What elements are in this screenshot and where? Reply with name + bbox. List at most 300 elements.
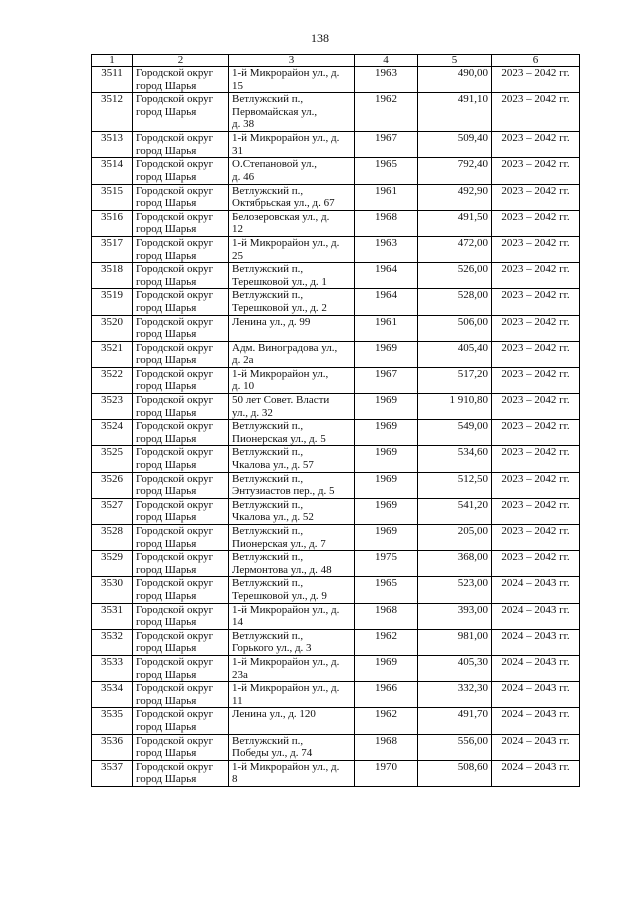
build-year: 1963 bbox=[375, 67, 397, 79]
repair-period: 2023 – 2042 гг. bbox=[501, 184, 570, 197]
row-number: 3527 bbox=[101, 498, 123, 511]
row-number: 3520 bbox=[101, 315, 123, 328]
district-line: город Шарья bbox=[136, 459, 197, 472]
address-cell bbox=[229, 210, 355, 236]
year-cell bbox=[355, 315, 418, 341]
address-line: Первомайская ул., bbox=[232, 105, 318, 118]
address-line: Белозеровская ул., д. bbox=[232, 210, 330, 223]
district-cell bbox=[133, 158, 229, 184]
district-cell bbox=[133, 603, 229, 629]
table-header bbox=[92, 55, 580, 67]
area-cell bbox=[418, 315, 492, 341]
build-year: 1965 bbox=[375, 158, 397, 171]
area-value: 332,30 bbox=[457, 682, 488, 695]
district-line: город Шарья bbox=[136, 537, 197, 550]
year-cell bbox=[355, 525, 418, 551]
build-year: 1968 bbox=[375, 210, 397, 223]
district-cell bbox=[133, 420, 229, 446]
build-year: 1969 bbox=[375, 420, 397, 433]
area-cell bbox=[418, 394, 492, 420]
row-number: 3532 bbox=[101, 629, 123, 642]
build-year: 1970 bbox=[375, 760, 397, 773]
table-row bbox=[92, 682, 580, 708]
repair-period: 2023 – 2042 гг. bbox=[501, 472, 570, 485]
row-number: 3521 bbox=[101, 341, 123, 354]
row-number-cell bbox=[92, 236, 133, 262]
repair-period: 2023 – 2042 гг. bbox=[501, 394, 570, 407]
repair-period: 2023 – 2042 гг. bbox=[501, 341, 570, 354]
period-cell bbox=[492, 734, 580, 760]
row-number-cell bbox=[92, 551, 133, 577]
year-cell bbox=[355, 420, 418, 446]
period-cell bbox=[492, 367, 580, 393]
area-cell bbox=[418, 682, 492, 708]
year-cell bbox=[355, 577, 418, 603]
year-cell bbox=[355, 734, 418, 760]
build-year: 1965 bbox=[375, 577, 397, 590]
district-cell bbox=[133, 655, 229, 681]
build-year: 1969 bbox=[375, 394, 397, 407]
year-cell bbox=[355, 760, 418, 786]
repair-period: 2023 – 2042 гг. bbox=[501, 67, 570, 79]
period-cell bbox=[492, 472, 580, 498]
table-row bbox=[92, 341, 580, 367]
address-cell bbox=[229, 708, 355, 734]
row-number-cell bbox=[92, 184, 133, 210]
address-cell bbox=[229, 93, 355, 132]
district-line: город Шарья bbox=[136, 694, 197, 707]
row-number: 3515 bbox=[101, 184, 123, 197]
build-year: 1969 bbox=[375, 655, 397, 668]
address-line: 1-й Микрорайон ул., д. bbox=[232, 236, 340, 249]
address-cell bbox=[229, 184, 355, 210]
address-line: 23а bbox=[232, 668, 248, 681]
address-cell bbox=[229, 760, 355, 786]
year-cell bbox=[355, 67, 418, 93]
address-cell bbox=[229, 629, 355, 655]
year-cell bbox=[355, 158, 418, 184]
address-line: 14 bbox=[232, 616, 243, 629]
address-line: д. 38 bbox=[232, 118, 255, 131]
period-cell bbox=[492, 708, 580, 734]
district-line: город Шарья bbox=[136, 354, 197, 367]
row-number: 3533 bbox=[101, 655, 123, 668]
build-year: 1969 bbox=[375, 498, 397, 511]
area-value: 405,40 bbox=[457, 341, 488, 354]
area-cell bbox=[418, 603, 492, 629]
address-line: Адм. Виноградова ул., bbox=[232, 341, 338, 354]
repair-period: 2024 – 2043 гг. bbox=[501, 708, 570, 721]
address-line: Ветлужский п., bbox=[232, 93, 304, 106]
build-year: 1969 bbox=[375, 472, 397, 485]
repair-period: 2023 – 2042 гг. bbox=[501, 132, 570, 145]
table-body bbox=[92, 67, 580, 787]
district-cell bbox=[133, 498, 229, 524]
header-col-2: 2 bbox=[133, 55, 229, 67]
area-value: 541,20 bbox=[457, 498, 488, 511]
table-row bbox=[92, 263, 580, 289]
year-cell bbox=[355, 263, 418, 289]
district-cell bbox=[133, 551, 229, 577]
area-cell bbox=[418, 498, 492, 524]
period-cell bbox=[492, 760, 580, 786]
area-value: 981,00 bbox=[457, 629, 488, 642]
district-line: город Шарья bbox=[136, 642, 197, 655]
repair-period: 2023 – 2042 гг. bbox=[501, 236, 570, 249]
build-year: 1967 bbox=[375, 132, 397, 145]
repair-period: 2023 – 2042 гг. bbox=[501, 210, 570, 223]
area-value: 512,50 bbox=[457, 472, 488, 485]
district-line: город Шарья bbox=[136, 79, 197, 92]
year-cell bbox=[355, 603, 418, 629]
address-line: 8 bbox=[232, 773, 238, 786]
period-cell bbox=[492, 603, 580, 629]
row-number: 3523 bbox=[101, 394, 123, 407]
build-year: 1962 bbox=[375, 708, 397, 721]
district-line: Городской округ bbox=[136, 210, 214, 223]
area-value: 472,00 bbox=[457, 236, 488, 249]
area-value: 792,40 bbox=[457, 158, 488, 171]
district-line: Городской округ bbox=[136, 236, 214, 249]
address-line: Терешковой ул., д. 9 bbox=[232, 589, 327, 602]
row-number: 3536 bbox=[101, 734, 123, 747]
row-number-cell bbox=[92, 420, 133, 446]
table-row bbox=[92, 734, 580, 760]
address-line: Пионерская ул., д. 7 bbox=[232, 537, 326, 550]
district-line: город Шарья bbox=[136, 197, 197, 210]
row-number-cell bbox=[92, 603, 133, 629]
area-cell bbox=[418, 367, 492, 393]
district-line: город Шарья bbox=[136, 301, 197, 314]
address-line: Терешковой ул., д. 2 bbox=[232, 301, 327, 314]
year-cell bbox=[355, 655, 418, 681]
row-number: 3526 bbox=[101, 472, 123, 485]
district-cell bbox=[133, 472, 229, 498]
table-row bbox=[92, 551, 580, 577]
year-cell bbox=[355, 93, 418, 132]
table-row bbox=[92, 629, 580, 655]
area-cell bbox=[418, 158, 492, 184]
address-line: 1-й Микрорайон ул., д. bbox=[232, 760, 340, 773]
area-value: 549,00 bbox=[457, 420, 488, 433]
area-cell bbox=[418, 655, 492, 681]
district-line: город Шарья bbox=[136, 275, 197, 288]
repair-period: 2024 – 2043 гг. bbox=[501, 682, 570, 695]
table-row bbox=[92, 472, 580, 498]
repair-period: 2024 – 2043 гг. bbox=[501, 577, 570, 590]
address-cell bbox=[229, 682, 355, 708]
repair-period: 2023 – 2042 гг. bbox=[501, 315, 570, 328]
row-number-cell bbox=[92, 472, 133, 498]
area-value: 517,20 bbox=[457, 367, 488, 380]
repair-period: 2023 – 2042 гг. bbox=[501, 263, 570, 276]
area-cell bbox=[418, 708, 492, 734]
table-row bbox=[92, 367, 580, 393]
district-line: город Шарья bbox=[136, 720, 197, 733]
address-cell bbox=[229, 420, 355, 446]
row-number: 3531 bbox=[101, 603, 123, 616]
year-cell bbox=[355, 394, 418, 420]
address-line: Терешковой ул., д. 1 bbox=[232, 275, 327, 288]
repair-period: 2023 – 2042 гг. bbox=[501, 551, 570, 564]
district-line: Городской округ bbox=[136, 420, 214, 433]
address-line: Ветлужский п., bbox=[232, 734, 304, 747]
district-line: город Шарья bbox=[136, 773, 197, 786]
row-number-cell bbox=[92, 158, 133, 184]
district-line: Городской округ bbox=[136, 158, 214, 171]
row-number: 3522 bbox=[101, 367, 123, 380]
district-line: город Шарья bbox=[136, 563, 197, 576]
area-value: 405,30 bbox=[457, 655, 488, 668]
row-number: 3525 bbox=[101, 446, 123, 459]
row-number: 3513 bbox=[101, 132, 123, 145]
area-cell bbox=[418, 629, 492, 655]
address-cell bbox=[229, 734, 355, 760]
year-cell bbox=[355, 289, 418, 315]
district-cell bbox=[133, 315, 229, 341]
period-cell bbox=[492, 132, 580, 158]
area-value: 528,00 bbox=[457, 289, 488, 302]
table-row bbox=[92, 577, 580, 603]
area-value: 490,00 bbox=[457, 67, 488, 79]
table-row bbox=[92, 394, 580, 420]
address-line: 1-й Микрорайон ул., д. bbox=[232, 603, 340, 616]
address-cell bbox=[229, 289, 355, 315]
row-number-cell bbox=[92, 577, 133, 603]
table-row bbox=[92, 708, 580, 734]
district-line: Городской округ bbox=[136, 734, 214, 747]
area-cell bbox=[418, 577, 492, 603]
area-value: 491,10 bbox=[457, 93, 488, 106]
period-cell bbox=[492, 184, 580, 210]
period-cell bbox=[492, 551, 580, 577]
area-cell bbox=[418, 289, 492, 315]
district-line: Городской округ bbox=[136, 184, 214, 197]
address-line: Пионерская ул., д. 5 bbox=[232, 432, 326, 445]
address-cell bbox=[229, 525, 355, 551]
repair-period: 2024 – 2043 гг. bbox=[501, 734, 570, 747]
table-row bbox=[92, 158, 580, 184]
header-col-6: 6 bbox=[492, 55, 580, 67]
area-cell bbox=[418, 472, 492, 498]
area-value: 509,40 bbox=[457, 132, 488, 145]
period-cell bbox=[492, 210, 580, 236]
year-cell bbox=[355, 367, 418, 393]
table-row bbox=[92, 289, 580, 315]
period-cell bbox=[492, 289, 580, 315]
table-row bbox=[92, 760, 580, 786]
row-number-cell bbox=[92, 67, 133, 93]
district-line: Городской округ bbox=[136, 289, 214, 302]
row-number: 3514 bbox=[101, 158, 123, 171]
table-row bbox=[92, 236, 580, 262]
address-line: 1-й Микрорайон ул., д. bbox=[232, 132, 340, 145]
year-cell bbox=[355, 236, 418, 262]
build-year: 1968 bbox=[375, 734, 397, 747]
build-year: 1975 bbox=[375, 551, 397, 564]
district-line: Городской округ bbox=[136, 682, 214, 695]
year-cell bbox=[355, 184, 418, 210]
area-value: 508,60 bbox=[457, 760, 488, 773]
repair-period: 2023 – 2042 гг. bbox=[501, 93, 570, 106]
district-line: город Шарья bbox=[136, 380, 197, 393]
address-cell bbox=[229, 394, 355, 420]
address-cell bbox=[229, 551, 355, 577]
address-line: 50 лет Совет. Власти bbox=[232, 394, 330, 407]
row-number-cell bbox=[92, 629, 133, 655]
district-line: Городской округ bbox=[136, 760, 214, 773]
district-line: город Шарья bbox=[136, 144, 197, 157]
district-cell bbox=[133, 629, 229, 655]
build-year: 1966 bbox=[375, 682, 397, 695]
repair-period: 2024 – 2043 гг. bbox=[501, 603, 570, 616]
housing-registry-table bbox=[91, 54, 580, 787]
district-line: город Шарья bbox=[136, 616, 197, 629]
year-cell bbox=[355, 341, 418, 367]
address-line: Ветлужский п., bbox=[232, 289, 304, 302]
area-value: 491,70 bbox=[457, 708, 488, 721]
row-number: 3524 bbox=[101, 420, 123, 433]
table-row bbox=[92, 184, 580, 210]
address-line: Ветлужский п., bbox=[232, 551, 304, 564]
address-cell bbox=[229, 236, 355, 262]
district-line: Городской округ bbox=[136, 93, 214, 106]
area-cell bbox=[418, 132, 492, 158]
build-year: 1964 bbox=[375, 263, 397, 276]
district-line: город Шарья bbox=[136, 170, 197, 183]
area-value: 556,00 bbox=[457, 734, 488, 747]
district-cell bbox=[133, 210, 229, 236]
address-cell bbox=[229, 315, 355, 341]
row-number: 3511 bbox=[101, 67, 123, 79]
district-cell bbox=[133, 67, 229, 93]
year-cell bbox=[355, 629, 418, 655]
row-number-cell bbox=[92, 655, 133, 681]
repair-period: 2023 – 2042 гг. bbox=[501, 289, 570, 302]
address-line: Лермонтова ул., д. 48 bbox=[232, 563, 332, 576]
area-cell bbox=[418, 551, 492, 577]
year-cell bbox=[355, 132, 418, 158]
row-number: 3528 bbox=[101, 525, 123, 537]
period-cell bbox=[492, 629, 580, 655]
district-line: Городской округ bbox=[136, 655, 214, 668]
build-year: 1968 bbox=[375, 603, 397, 616]
address-cell bbox=[229, 367, 355, 393]
address-cell bbox=[229, 472, 355, 498]
repair-period: 2023 – 2042 гг. bbox=[501, 525, 570, 537]
row-number-cell bbox=[92, 760, 133, 786]
row-number: 3519 bbox=[101, 289, 123, 302]
district-line: Городской округ bbox=[136, 525, 214, 537]
address-line: Ветлужский п., bbox=[232, 420, 304, 433]
period-cell bbox=[492, 525, 580, 551]
year-cell bbox=[355, 498, 418, 524]
district-line: город Шарья bbox=[136, 747, 197, 760]
header-row bbox=[92, 55, 580, 67]
address-line: 11 bbox=[232, 694, 243, 707]
row-number: 3512 bbox=[101, 93, 123, 106]
district-line: Городской округ bbox=[136, 446, 214, 459]
page-number: 138 bbox=[311, 31, 329, 45]
district-cell bbox=[133, 132, 229, 158]
area-cell bbox=[418, 446, 492, 472]
address-line: Горького ул., д. 3 bbox=[232, 642, 312, 655]
address-line: д. 46 bbox=[232, 170, 255, 183]
area-cell bbox=[418, 760, 492, 786]
build-year: 1961 bbox=[375, 315, 397, 328]
row-number-cell bbox=[92, 210, 133, 236]
header-col-5: 5 bbox=[418, 55, 492, 67]
address-line: Ветлужский п., bbox=[232, 629, 304, 642]
year-cell bbox=[355, 708, 418, 734]
header-col-4: 4 bbox=[355, 55, 418, 67]
area-value: 492,90 bbox=[457, 184, 488, 197]
period-cell bbox=[492, 93, 580, 132]
district-line: город Шарья bbox=[136, 485, 197, 498]
row-number-cell bbox=[92, 367, 133, 393]
district-cell bbox=[133, 184, 229, 210]
table-row bbox=[92, 420, 580, 446]
build-year: 1963 bbox=[375, 236, 397, 249]
table-row bbox=[92, 67, 580, 93]
district-cell bbox=[133, 93, 229, 132]
address-line: Ветлужский п., bbox=[232, 184, 304, 197]
district-cell bbox=[133, 446, 229, 472]
district-cell bbox=[133, 734, 229, 760]
address-cell bbox=[229, 341, 355, 367]
address-line: Чкалова ул., д. 52 bbox=[232, 511, 314, 524]
period-cell bbox=[492, 394, 580, 420]
area-value: 368,00 bbox=[457, 551, 488, 564]
district-line: Городской округ bbox=[136, 629, 214, 642]
address-line: Ветлужский п., bbox=[232, 472, 304, 485]
row-number: 3534 bbox=[101, 682, 123, 695]
build-year: 1969 bbox=[375, 525, 397, 537]
row-number-cell bbox=[92, 315, 133, 341]
area-value: 491,50 bbox=[457, 210, 488, 223]
address-line: 1-й Микрорайон ул., д. bbox=[232, 682, 340, 695]
area-cell bbox=[418, 263, 492, 289]
build-year: 1969 bbox=[375, 446, 397, 459]
address-cell bbox=[229, 446, 355, 472]
address-line: 1-й Микрорайон ул., bbox=[232, 367, 329, 380]
table-row bbox=[92, 93, 580, 132]
area-cell bbox=[418, 525, 492, 551]
district-line: Городской округ bbox=[136, 498, 214, 511]
row-number: 3516 bbox=[101, 210, 123, 223]
address-line: Чкалова ул., д. 57 bbox=[232, 459, 314, 472]
address-line: Октябрьская ул., д. 67 bbox=[232, 197, 335, 210]
row-number-cell bbox=[92, 498, 133, 524]
address-line: 12 bbox=[232, 223, 243, 236]
district-line: город Шарья bbox=[136, 668, 197, 681]
period-cell bbox=[492, 315, 580, 341]
district-line: город Шарья bbox=[136, 511, 197, 524]
area-cell bbox=[418, 420, 492, 446]
address-line: Ветлужский п., bbox=[232, 263, 304, 276]
area-cell bbox=[418, 734, 492, 760]
row-number-cell bbox=[92, 446, 133, 472]
area-value: 506,00 bbox=[457, 315, 488, 328]
row-number: 3530 bbox=[101, 577, 123, 590]
repair-period: 2023 – 2042 гг. bbox=[501, 498, 570, 511]
table-row bbox=[92, 132, 580, 158]
district-line: Городской округ bbox=[136, 708, 214, 721]
address-cell bbox=[229, 158, 355, 184]
repair-period: 2024 – 2043 гг. bbox=[501, 629, 570, 642]
district-line: город Шарья bbox=[136, 105, 197, 118]
address-line: Победы ул., д. 74 bbox=[232, 747, 313, 760]
